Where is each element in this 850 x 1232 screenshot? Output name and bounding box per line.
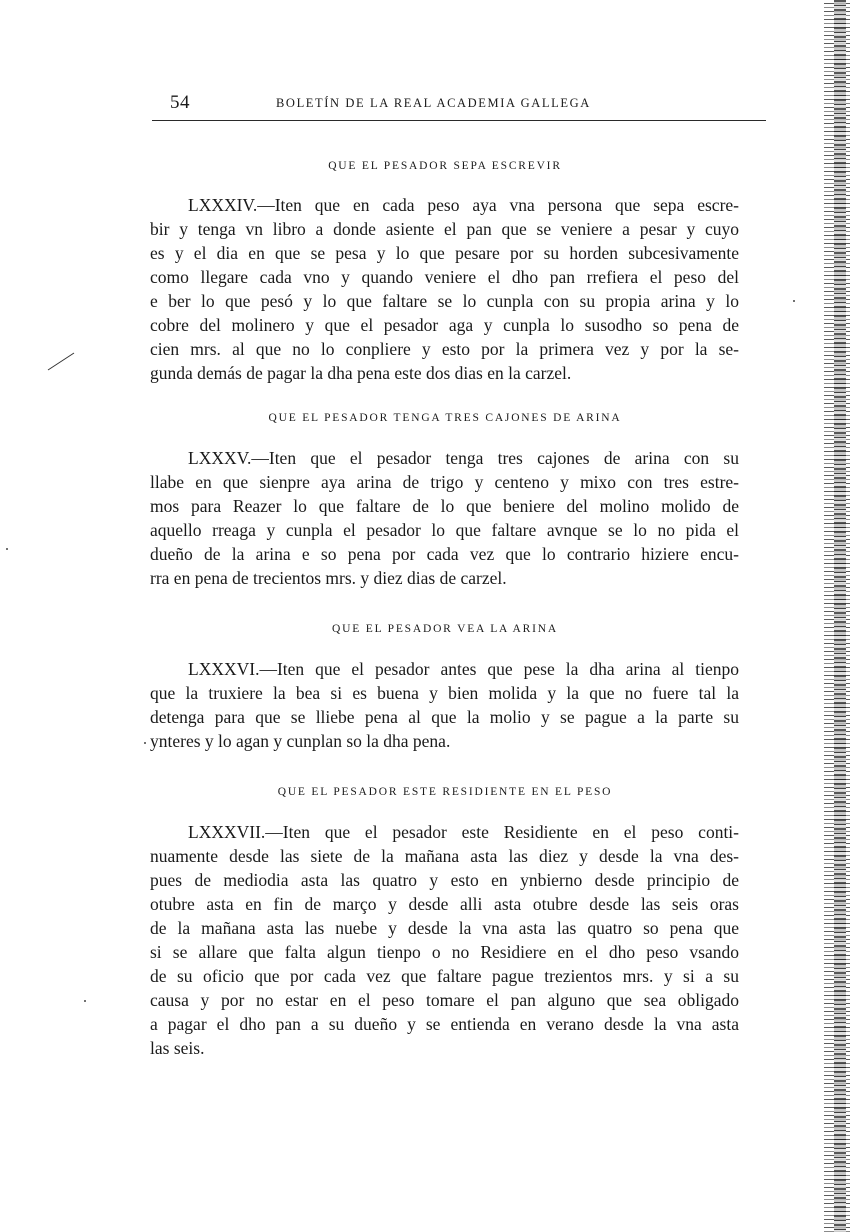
paragraph-line: cien mrs. al que no lo conpliere y esto por la primera vez y por la se- [150,339,739,359]
paragraph-line: es y el dia en que se pesa y lo que pesare por su horden subcesivamente [150,243,739,263]
paragraph-line: bir y tenga vn libro a donde asiente el pan que se veniere a pesar y cuyo [150,219,739,239]
paragraph-line: que la truxiere la bea si es buena y bien molida y la que no fuere tal la [150,683,739,703]
paragraph-line: como llegare cada vno y quando veniere el dho pan rrefiera el peso del [150,267,739,287]
header-rule [152,120,766,121]
paragraph-line: pues de mediodia asta las quatro y esto en ynbierno desde principio de [150,870,739,890]
scan-speck [84,1000,86,1002]
pen-mark-artifact [46,350,76,374]
paragraph-line: nuamente desde las siete de la mañana asta las diez y desde la vna des- [150,846,739,866]
paragraph-line: aquello rreaga y cunpla el pesador lo que faltare avnque se lo no pida el [150,520,739,540]
paragraph-line: LXXXIV.—Iten que en cada peso aya vna persona que sepa escre- [188,195,739,215]
section-title: QUE EL PESADOR VEA LA ARINA [332,623,558,635]
paragraph-line: gunda demás de pagar la dha pena este dos dias en la carzel. [150,363,572,383]
section-title: QUE EL PESADOR ESTE RESIDIENTE EN EL PESO [277,786,613,798]
scan-speck [793,300,795,302]
paragraph-line: de la mañana asta las nuebe y desde la vna asta las quatro so pena que [150,918,739,938]
paragraph-line: las seis. [150,1038,205,1058]
paragraph-line: otubre asta en fin de março y desde alli asta otubre desde las seis oras [150,894,739,914]
paragraph-line: dueño de la arina e so pena por cada vez que lo contrario hiziere encu- [150,544,739,564]
paragraph-line: causa y por no estar en el peso tomare el pan alguno que sea obligado [150,990,739,1010]
scanned-binding-shadow [834,0,846,1232]
paragraph-line: LXXXV.—Iten que el pesador tenga tres cajones de arina con su [188,448,739,468]
section-title: QUE EL PESADOR SEPA ESCREVIR [328,160,562,172]
page-header [152,88,766,118]
paragraph-line: LXXXVII.—Iten que el pesador este Residiente en el peso conti- [188,822,739,842]
paragraph-line: e ber lo que pesó y lo que faltare se lo cunpla con su propia arina y lo [150,291,739,311]
paragraph-line: a pagar el dho pan a su dueño y se entienda en verano desde la vna asta [150,1014,739,1034]
page-number: 54 [170,92,190,113]
running-head: BOLETÍN DE LA REAL ACADEMIA GALLEGA [276,96,591,110]
scan-speck [144,742,146,744]
paragraph-line: llabe en que sienpre aya arina de trigo y centeno y mixo con tres estre- [150,472,739,492]
paragraph-line: si se allare que falta algun tienpo o no Residiere en el dho peso vsando [150,942,739,962]
section-title: QUE EL PESADOR TENGA TRES CAJONES DE ARINA [268,412,622,424]
paragraph-line: LXXXVI.—Iten que el pesador antes que pese la dha arina al tienpo [188,659,739,679]
scan-speck [6,548,8,550]
paragraph-line: mos para Reazer lo que faltare de lo que beniere del molino molido de [150,496,739,516]
paragraph-line: rra en pena de trecientos mrs. y diez dias de carzel. [150,568,507,588]
paragraph-line: detenga para que se lliebe pena al que la molio y se pague a la parte su [150,707,739,727]
paragraph-line: ynteres y lo agan y cunplan so la dha pena. [150,731,451,751]
paragraph-line: cobre del molinero y que el pesador aga y cunpla lo susodho so pena de [150,315,739,335]
paragraph-line: de su oficio que por cada vez que faltare pague trezientos mrs. y si a su [150,966,739,986]
